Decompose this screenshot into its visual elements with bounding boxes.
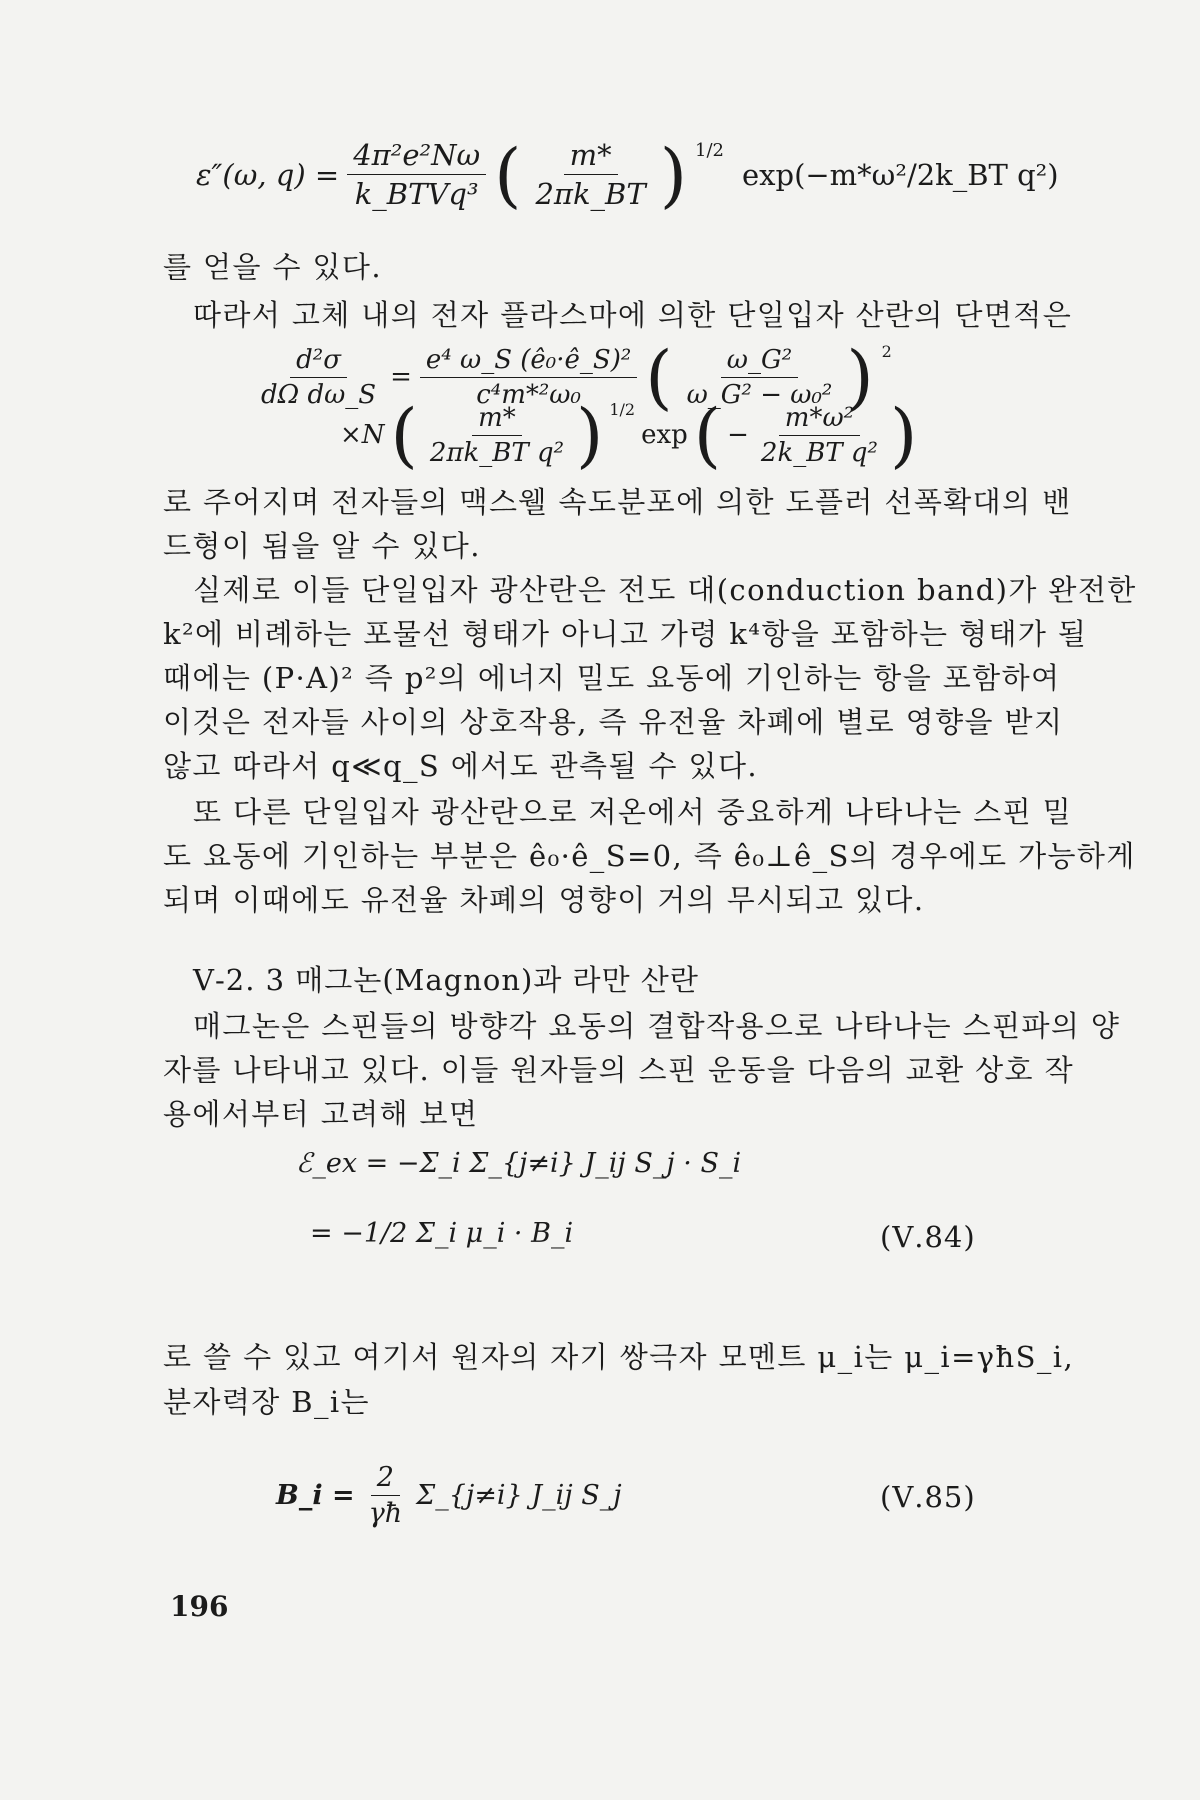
fraction-denominator: 2k_BT q² [760, 437, 878, 468]
right-paren: ) [889, 394, 918, 476]
text-line: 실제로 이들 단일입자 광산란은 전도 대(conduction band)가 완전한 [193, 573, 1137, 607]
right-paren: ) [659, 133, 688, 216]
left-paren: ( [494, 133, 522, 216]
text-line: 따라서 고체 내의 전자 플라스마에 의한 단일입자 산란의 단면적은 [193, 298, 1073, 332]
fraction-numerator: m* [564, 138, 618, 175]
equation-power: 1/2 [609, 400, 636, 419]
text-line: k²에 비례하는 포물선 형태가 아니고 가령 k⁴항을 포함하는 형태가 될 [163, 617, 1088, 651]
text-line: 자를 나타내고 있다. 이들 원자들의 스핀 운동을 다음의 교환 상호 작 [163, 1053, 1074, 1087]
fraction-denominator: γħ [368, 1498, 403, 1529]
fraction-numerator: m*ω² [779, 403, 860, 436]
equation-prefix: ×N [340, 420, 385, 450]
equation-exchange-line1: ℰ_ex = −Σ_i Σ_{j≠i} J_ij S_j · S_i [296, 1148, 742, 1179]
fraction-denominator: 2πk_BT q² [429, 437, 565, 468]
equation-molecular-field [276, 1462, 622, 1529]
text-line: 분자력장 B_i는 [163, 1385, 370, 1419]
fraction-numerator: m* [472, 403, 522, 436]
text-line: 이것은 전자들 사이의 상호작용, 즉 유전율 차폐에 별로 영향을 받지 [163, 705, 1064, 739]
equation-fraction [529, 138, 651, 211]
section-heading: Ⅴ-2. 3 매그논(Magnon)과 라만 산란 [193, 963, 699, 997]
text-line: 도 요동에 기인하는 부분은 ê₀·ê_S=0, 즉 ê₀⊥ê_S의 경우에도 가능하게 [163, 839, 1136, 873]
equals-sign: = [390, 362, 412, 392]
text-line: 때에는 (P·A)² 즉 p²의 에너지 밀도 요동에 기인하는 항을 포함하여 [163, 661, 1061, 695]
right-paren: ) [576, 394, 604, 476]
fraction-denominator: 2πk_BT [535, 177, 646, 211]
fraction-numerator: 2 [371, 1462, 400, 1496]
fraction-denominator: k_BTVq³ [354, 177, 479, 211]
equation-exchange-line2: = −1/2 Σ_i μ_i · B_i [310, 1218, 574, 1249]
text-line: 를 얻을 수 있다. [163, 250, 382, 284]
equation-rhs: Σ_{j≠i} J_ij S_j [416, 1480, 622, 1511]
equation-number: (Ⅴ.84) [880, 1220, 976, 1254]
left-paren: ( [693, 394, 722, 476]
equation-power: 2 [881, 342, 892, 361]
text-line: 드형이 됨을 알 수 있다. [163, 529, 481, 563]
text-line: 로 주어지며 전자들의 맥스웰 속도분포에 의한 도플러 선폭확대의 밴 [163, 485, 1072, 519]
fraction-denominator: dΩ dω_S [261, 379, 377, 410]
text-line: 로 쓸 수 있고 여기서 원자의 자기 쌍극자 모멘트 μ_i는 μ_i=γħS_i, [163, 1340, 1075, 1374]
equation-fraction [424, 403, 570, 468]
text-line: 되며 이때에도 유전율 차폐의 영향이 거의 무시되고 있다. [163, 883, 925, 917]
equation-number: (Ⅴ.85) [880, 1480, 976, 1514]
fraction-numerator: ω_G² [721, 345, 798, 378]
equation-dielectric [196, 133, 1059, 216]
page-number: 196 [170, 1590, 229, 1623]
left-paren: ( [390, 394, 418, 476]
text-line: 또 다른 단일입자 광산란으로 저온에서 중요하게 나타나는 스핀 밀 [193, 795, 1073, 829]
fraction-denominator: c⁴m*²ω₀ [476, 379, 581, 410]
text-line: 않고 따라서 q≪q_S 에서도 관측될 수 있다. [163, 749, 758, 783]
right-paren: ) [846, 336, 874, 418]
equation-fraction [347, 138, 486, 211]
fraction-numerator: e⁴ ω_S (ê₀·ê_S)² [420, 345, 637, 378]
equation-exp: exp [641, 420, 688, 450]
fraction-numerator: 4π²e²Nω [347, 138, 486, 175]
minus-sign: − [727, 420, 749, 450]
equation-fraction [363, 1462, 409, 1529]
left-paren: ( [645, 336, 673, 418]
fraction-numerator: d²σ [290, 345, 347, 378]
equation-power: 1/2 [695, 140, 724, 161]
text-line: 용에서부터 고려해 보면 [163, 1097, 479, 1131]
equation-lhs: B_i = [276, 1480, 355, 1511]
equation-fraction [755, 403, 884, 468]
equation-lhs: ε″(ω, q) = [196, 157, 340, 192]
text-line: 매그논은 스핀들의 방향각 요동의 결합작용으로 나타나는 스핀파의 양 [193, 1009, 1121, 1043]
fraction-denominator: ω_G² − ω₀² [686, 379, 833, 410]
equation-exp: exp(−m*ω²/2k_BT q²) [741, 157, 1059, 192]
